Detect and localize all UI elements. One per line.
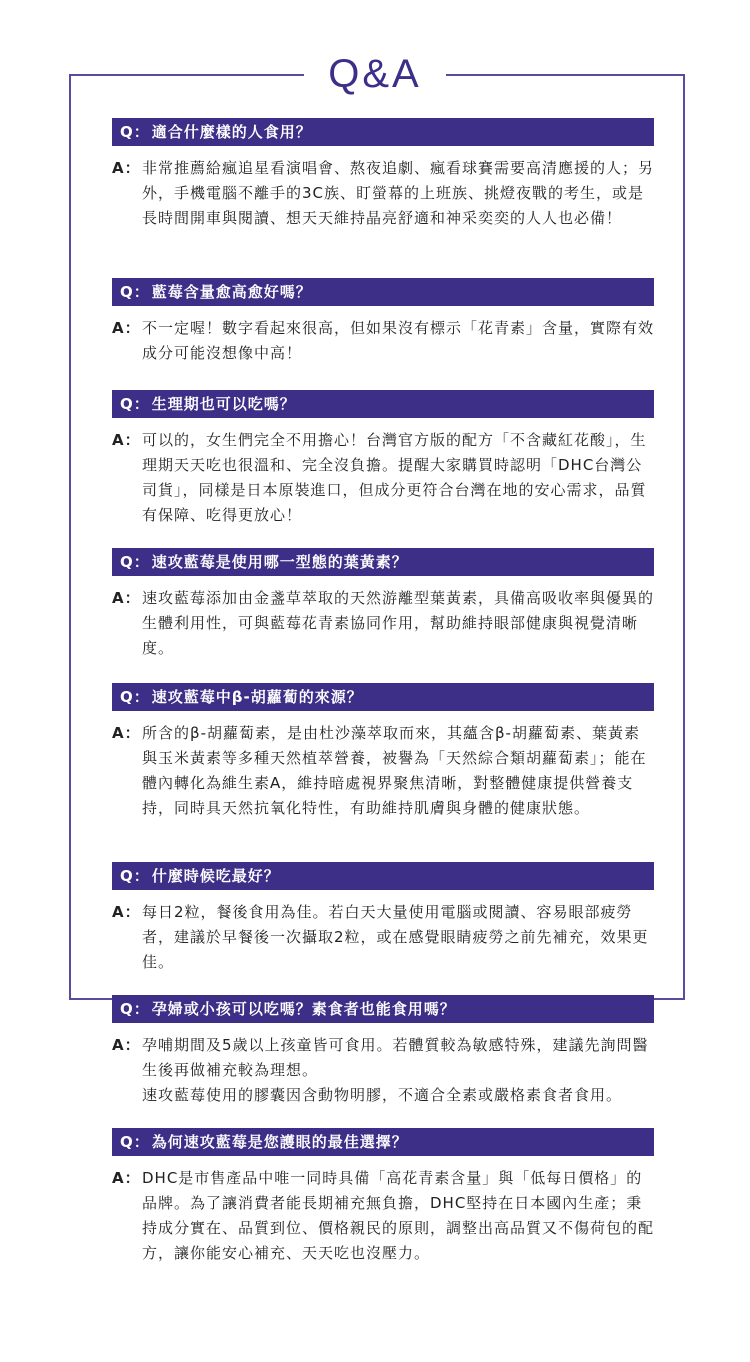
answer	[112, 316, 654, 366]
question-text: 速攻藍莓是使用哪一型態的葉黃素？	[151, 553, 408, 571]
answer-marker: A：	[112, 319, 141, 337]
answer-text: 速攻藍莓添加由金盞草萃取的天然游離型葉黃素，具備高吸收率與優異的生體利用性，可與藍莓花青素協同作用，幫助維持眼部健康與視覺清晰度。	[142, 589, 655, 657]
qa-item	[112, 548, 654, 661]
answer	[112, 1033, 654, 1108]
answer	[112, 900, 654, 975]
question-text: 適合什麼樣的人食用？	[151, 123, 312, 141]
answer-marker: A：	[112, 1169, 141, 1187]
question-bar	[112, 862, 654, 890]
qa-item	[112, 278, 654, 366]
question-bar	[112, 995, 654, 1023]
question-text: 生理期也可以吃嗎？	[151, 395, 296, 413]
answer-marker: A：	[112, 431, 141, 449]
question-marker: Q：	[120, 688, 150, 706]
answer-text: 非常推薦給瘋追星看演唱會、熬夜追劇、瘋看球賽需要高清應援的人；另外，手機電腦不離手的3C族、盯螢幕的上班族、挑燈夜戰的考生，或是長時間開車與閱讀、想天天維持晶亮舒適和神采奕奕的人人也必備！	[142, 159, 655, 227]
qa-item	[112, 118, 654, 231]
question-marker: Q：	[120, 867, 150, 885]
answer	[112, 156, 654, 231]
question-marker: Q：	[120, 283, 150, 301]
question-marker: Q：	[120, 1133, 150, 1151]
question-text: 速攻藍莓中β-胡蘿蔔的來源？	[151, 688, 363, 706]
qa-item	[112, 390, 654, 528]
answer-text: 每日2粒，餐後食用為佳。若白天大量使用電腦或閱讀、容易眼部疲勞者，建議於早餐後一次攝取2粒，或在感覺眼睛疲勞之前先補充，效果更佳。	[142, 903, 649, 971]
question-bar	[112, 278, 654, 306]
answer-marker: A：	[112, 159, 141, 177]
answer-text: 不一定喔！數字看起來很高，但如果沒有標示「花青素」含量，實際有效成分可能沒想像中高！	[142, 319, 655, 362]
page-title: Q&A	[304, 52, 445, 96]
question-text: 藍莓含量愈高愈好嗎？	[151, 283, 312, 301]
question-text: 什麼時候吃最好？	[151, 867, 280, 885]
answer-text: DHC是市售產品中唯一同時具備「高花青素含量」與「低每日價格」的品牌。為了讓消費者能長期補充無負擔，DHC堅持在日本國內生產；秉持成分實在、品質到位、價格親民的原則，調整出高品質又不傷荷包的配方，讓你能安心補充、天天吃也沒壓力。	[142, 1169, 655, 1262]
question-bar	[112, 1128, 654, 1156]
answer	[112, 586, 654, 661]
qa-item	[112, 995, 654, 1108]
question-bar	[112, 548, 654, 576]
answer-text: 可以的，女生們完全不用擔心！台灣官方版的配方「不含藏紅花酸」，生理期天天吃也很溫和、完全沒負擔。提醒大家購買時認明「DHC台灣公司貨」，同樣是日本原裝進口，但成分更符合台灣在地的安心需求，品質有保障、吃得更放心！	[142, 431, 647, 524]
answer-marker: A：	[112, 724, 141, 742]
qa-item	[112, 683, 654, 821]
answer-text: 孕哺期間及5歲以上孩童皆可食用。若體質較為敏感特殊，建議先詢問醫生後再做補充較為理想。	[142, 1036, 649, 1079]
answer-text-note: 速攻藍莓使用的膠囊因含動物明膠，不適合全素或嚴格素食者食用。	[142, 1086, 623, 1104]
question-marker: Q：	[120, 553, 150, 571]
answer-marker: A：	[112, 903, 141, 921]
answer	[112, 428, 654, 528]
answer	[112, 1166, 654, 1266]
question-marker: Q：	[120, 1000, 150, 1018]
question-bar	[112, 390, 654, 418]
answer-marker: A：	[112, 1036, 141, 1054]
title-wrap	[0, 52, 750, 96]
question-bar	[112, 683, 654, 711]
qa-item	[112, 1128, 654, 1266]
question-text: 為何速攻藍莓是您護眼的最佳選擇？	[151, 1133, 408, 1151]
question-text: 孕婦或小孩可以吃嗎？素食者也能食用嗎？	[151, 1000, 456, 1018]
question-bar	[112, 118, 654, 146]
question-marker: Q：	[120, 123, 150, 141]
question-marker: Q：	[120, 395, 150, 413]
qa-item	[112, 862, 654, 975]
answer-text: 所含的β-胡蘿蔔素，是由杜沙藻萃取而來，其蘊含β-胡蘿蔔素、葉黃素與玉米黃素等多種天然植萃營養，被譽為「天然綜合類胡蘿蔔素」；能在體內轉化為維生素A，維持暗處視界聚焦清晰，對整體健康提供營養支持，同時具天然抗氧化特性，有助維持肌膚與身體的健康狀態。	[142, 724, 647, 817]
answer	[112, 721, 654, 821]
answer-marker: A：	[112, 589, 141, 607]
